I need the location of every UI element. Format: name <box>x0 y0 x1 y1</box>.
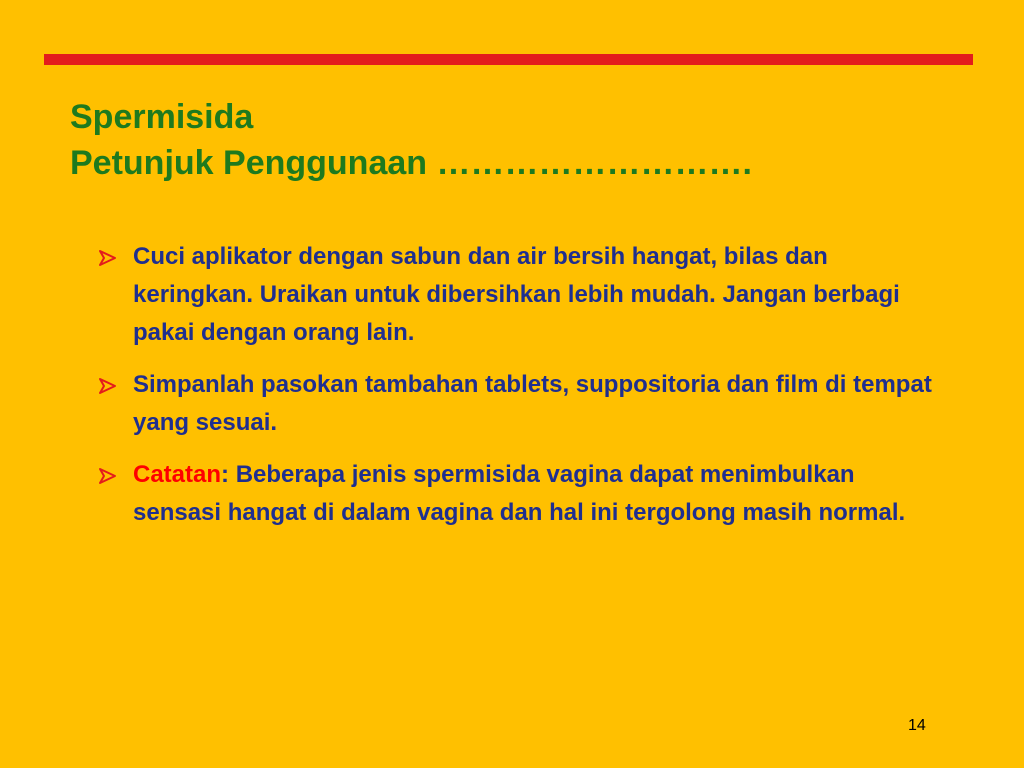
bullet-text: Cuci aplikator dengan sabun dan air bersih hangat, bilas dan keringkan. Uraikan untuk dibersihkan lebih mudah. Jangan berbagi pakai dengan orang lain. <box>133 243 900 346</box>
bullet-text: : Beberapa jenis spermisida vagina dapat menimbulkan sensasi hangat di dalam vagina dan hal ini tergolong masih normal. <box>133 461 906 526</box>
bullet-highlight-label: Catatan <box>133 461 222 488</box>
bullet-text: Simpanlah pasokan tambahan tablets, suppositoria dan film di tempat yang sesuai. <box>133 371 932 436</box>
arrow-bullet-icon <box>98 249 118 267</box>
bullet-item <box>98 238 938 352</box>
top-accent-bar <box>44 54 973 65</box>
arrow-bullet-icon <box>98 467 118 485</box>
bullet-item <box>98 456 938 532</box>
title-line-2: Petunjuk Penggunaan ………………………. <box>70 144 752 182</box>
arrow-bullet-icon <box>98 377 118 395</box>
bullet-item <box>98 366 938 442</box>
title-line-1: Spermisida <box>70 98 254 136</box>
page-number: 14 <box>908 717 926 734</box>
bullet-list <box>98 238 938 546</box>
slide-title <box>70 94 970 186</box>
